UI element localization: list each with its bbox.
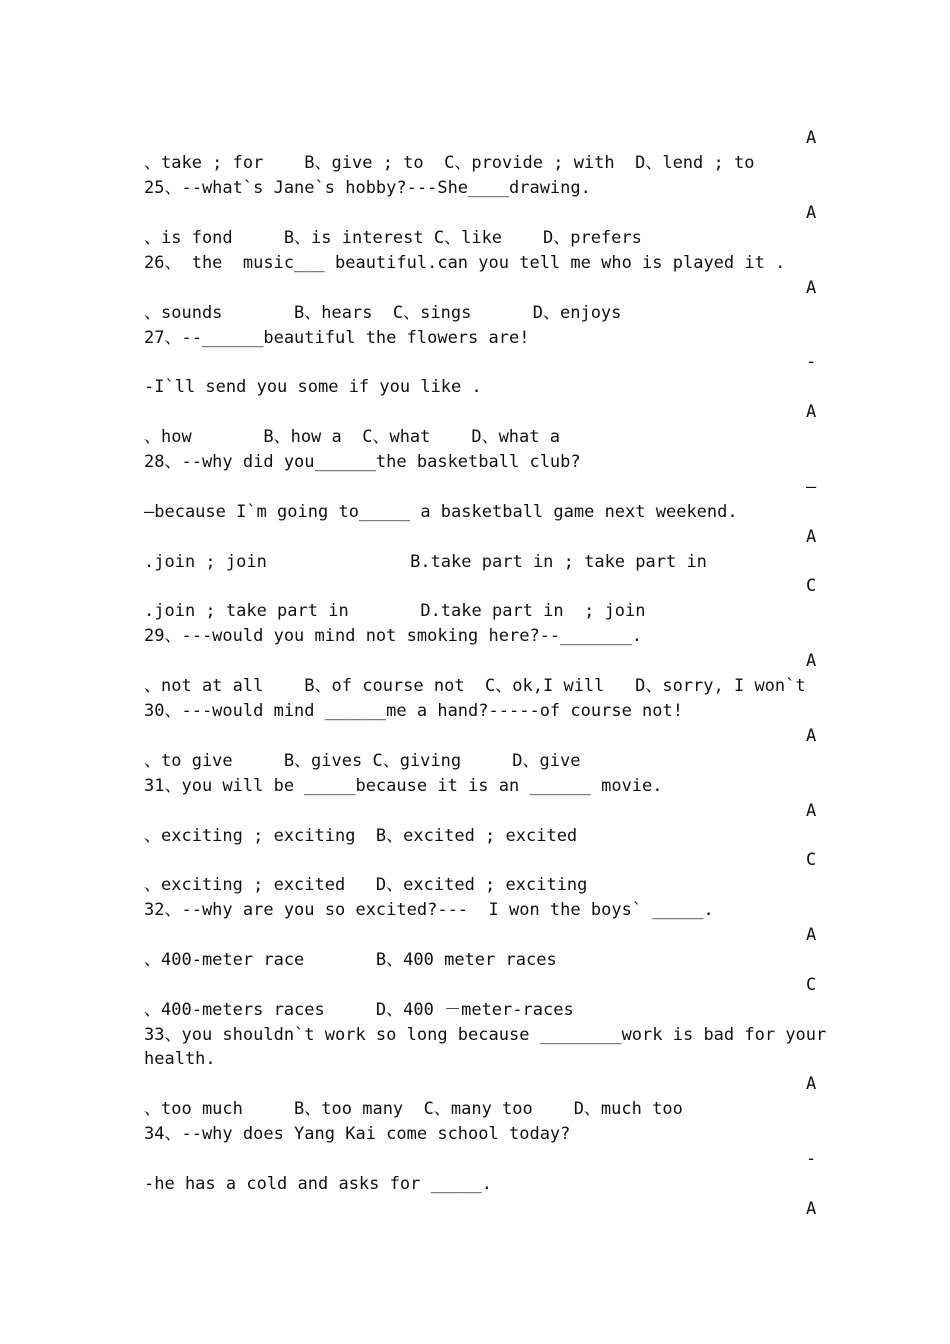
text-line: 、how B、how a C、what D、what a <box>144 427 560 447</box>
margin-letter: A <box>806 203 817 223</box>
text-line: 34、--why does Yang Kai come school today? <box>144 1124 571 1144</box>
text-line: 32、--why are you so excited?--- I won the boys` _____. <box>144 900 714 920</box>
text-line: health. <box>144 1049 216 1069</box>
text-line: 33、you shouldn`t work so long because ________work is bad for your <box>144 1025 827 1045</box>
text-line: 31、you will be _____because it is an ______ movie. <box>144 776 663 796</box>
text-line: 、is fond B、is interest C、like D、prefers <box>144 228 642 248</box>
text-line: 30、---would mind ______me a hand?-----of course not! <box>144 701 683 721</box>
margin-letter: C <box>806 576 817 596</box>
margin-letter: - <box>806 1149 817 1169</box>
text-line: 27、--______beautiful the flowers are! <box>144 328 530 348</box>
margin-letter: A <box>806 278 817 298</box>
text-line: .join ; join B.take part in ; take part in <box>144 552 707 572</box>
text-line: 、400-meter race B、400 meter races <box>144 950 557 970</box>
margin-letter: A <box>806 128 817 148</box>
text-line: 26、 the music___ beautiful.can you tell me who is played it . <box>144 253 786 273</box>
text-line: 、take ; for B、give ; to C、provide ; with D、lend ; to <box>144 153 755 173</box>
text-line: -I`ll send you some if you like . <box>144 377 482 397</box>
text-line: -he has a cold and asks for _____. <box>144 1174 492 1194</box>
text-line: 、exciting ; excited D、excited ; exciting <box>144 875 588 895</box>
margin-letter: — <box>806 477 817 497</box>
margin-letter: A <box>806 801 817 821</box>
margin-letter: A <box>806 651 817 671</box>
margin-letter: A <box>806 726 817 746</box>
text-line: 、exciting ; exciting B、excited ; excited <box>144 826 578 846</box>
text-line: 、sounds B、hears C、sings D、enjoys <box>144 303 622 323</box>
margin-letter: A <box>806 527 817 547</box>
text-line: 28、--why did you______the basketball club? <box>144 452 581 472</box>
text-line: 、not at all B、of course not C、ok,I will D、sorry, I won`t <box>144 676 806 696</box>
margin-letter: A <box>806 402 817 422</box>
text-line: .join ; take part in D.take part in ; join <box>144 601 646 621</box>
margin-letter: C <box>806 850 817 870</box>
margin-letter: - <box>806 352 817 372</box>
margin-letter: A <box>806 925 817 945</box>
text-line: 、to give B、gives C、giving D、give <box>144 751 581 771</box>
text-line: 29、---would you mind not smoking here?--_______. <box>144 626 643 646</box>
text-line: 、too much B、too many C、many too D、much too <box>144 1099 683 1119</box>
text-line: 、400-meters races D、400 －meter-races <box>144 1000 574 1020</box>
margin-letter: C <box>806 975 817 995</box>
text-line: 25、--what`s Jane`s hobby?---She____drawing. <box>144 178 591 198</box>
text-line: —because I`m going to_____ a basketball game next weekend. <box>144 502 738 522</box>
margin-letter: A <box>806 1199 817 1219</box>
margin-letter: A <box>806 1074 817 1094</box>
